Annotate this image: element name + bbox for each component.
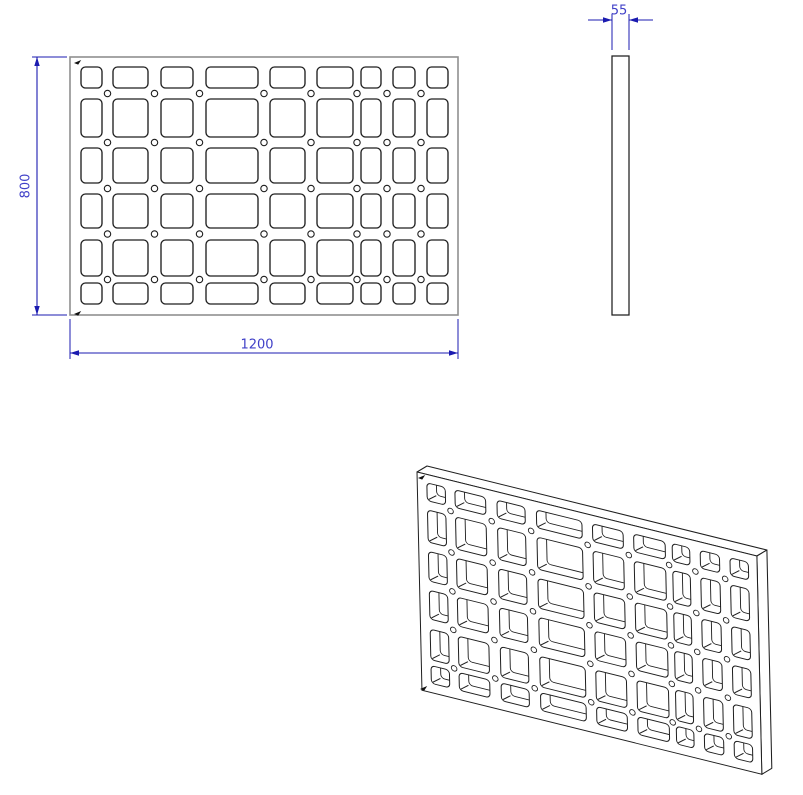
dimension-arrow [629, 17, 638, 22]
dimension-arrow [70, 350, 79, 355]
width-dimension-label: 1200 [240, 337, 274, 353]
dimension-arrow [34, 306, 39, 315]
height-dimension-label: 800 [18, 173, 34, 199]
height-dimension [32, 57, 67, 315]
isometric-view [417, 472, 763, 774]
dimension-arrow [449, 350, 458, 355]
thickness-dimension [588, 14, 653, 50]
front-view [70, 57, 458, 315]
thickness-dimension-label: 55 [610, 3, 628, 19]
dimension-arrow [34, 57, 39, 66]
side-view [612, 56, 629, 315]
